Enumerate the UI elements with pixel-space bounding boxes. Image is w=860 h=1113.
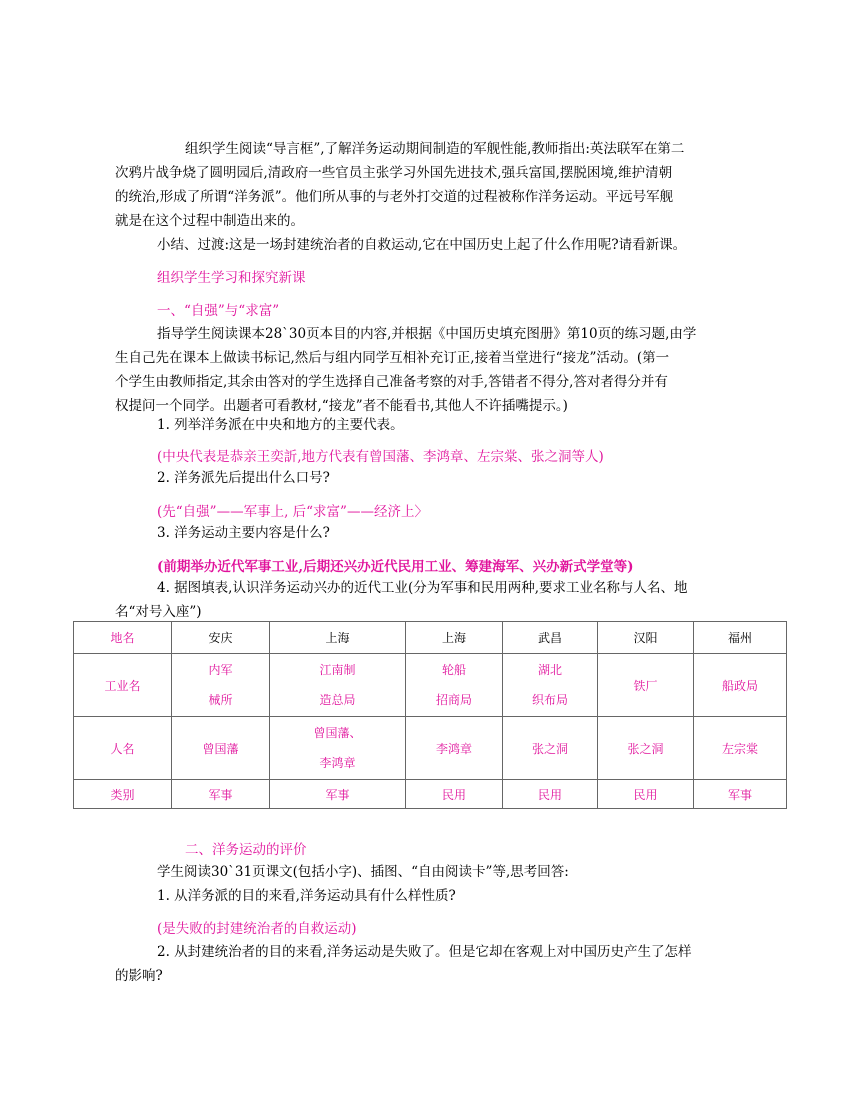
row-label: 人名: [74, 717, 172, 780]
question-4: [115, 576, 688, 624]
cell-line: 湖北: [537, 663, 562, 677]
type-cell: 军事: [694, 780, 787, 809]
question-3: 3. 洋务运动主要内容是什么?: [157, 525, 330, 541]
table-row: [74, 780, 787, 809]
place-cell: 福州: [694, 622, 787, 654]
intro-paragraph: [115, 137, 684, 233]
person-cell: 李鸿章: [406, 717, 503, 780]
industry-cell: 铁厂: [598, 654, 694, 717]
cell-line: 曾国藩、: [313, 726, 362, 740]
cell-line: 内军: [208, 663, 233, 677]
part2-heading: 二、洋务运动的评价: [185, 842, 307, 858]
cell-line: 械所: [208, 693, 233, 707]
cell-line: 织布局: [531, 693, 568, 707]
text-line: 个学生由教师指定,其余由答对的学生选择自己准备考察的对手,答错者不得分,答对者得分并有: [115, 374, 668, 390]
cell-line: 江南制: [319, 663, 356, 677]
industry-cell: [270, 654, 406, 717]
type-cell: 民用: [503, 780, 598, 809]
table-row: [74, 622, 787, 654]
person-cell: 张之洞: [598, 717, 694, 780]
text-line: 的统治,形成了所谓“洋务派”。他们所从事的与老外打交道的过程被称作洋务运动。平远号军舰: [115, 189, 674, 205]
question-5: 1. 从洋务派的目的来看,洋务运动具有什么样性质?: [157, 888, 456, 904]
reading-instruction: 学生阅读30`31页课文(包括小字)、插图、“自由阅读卡”等,思考回答:: [157, 864, 569, 880]
guide-paragraph: [115, 322, 696, 418]
row-label: 类别: [74, 780, 172, 809]
place-cell: 上海: [406, 622, 503, 654]
row-label: 地名: [74, 622, 172, 654]
answer-1: (中央代表是恭亲王奕訢,地方代表有曾国藩、李鸿章、左宗棠、张之洞等人): [157, 449, 604, 465]
industry-cell: [172, 654, 270, 717]
person-cell: 曾国藩: [172, 717, 270, 780]
text-line: 名“对号入座”): [115, 604, 202, 620]
answer-5: (是失败的封建统治者的自救运动): [157, 921, 357, 937]
part1-heading: 一、“自强”与“求富”: [157, 303, 280, 319]
answer-2: (先“自强”——军事上, 后“求富”——经济上〉: [157, 504, 428, 520]
cell-line: 招商局: [435, 693, 472, 707]
answer-3: (前期举办近代军事工业,后期还兴办近代民用工业、筹建海军、兴办新式学堂等): [157, 559, 634, 575]
text-line: 权提问一个同学。出题者可看教材,“接龙”者不能看书,其他人不许插嘴提示。): [115, 398, 568, 414]
person-cell: 张之洞: [503, 717, 598, 780]
type-cell: 民用: [598, 780, 694, 809]
row-label: 工业名: [74, 654, 172, 717]
industry-cell: 船政局: [694, 654, 787, 717]
question-2: 2. 洋务派先后提出什么口号?: [157, 470, 330, 486]
place-cell: 汉阳: [598, 622, 694, 654]
place-cell: 上海: [270, 622, 406, 654]
type-cell: 民用: [406, 780, 503, 809]
cell-line: 李鸿章: [319, 756, 356, 770]
question-1: 1. 列举洋务派在中央和地方的主要代表。: [157, 417, 404, 433]
text-line: 的影响?: [115, 968, 163, 984]
type-cell: 军事: [270, 780, 406, 809]
text-line: 就是在这个过程中制造出来的。: [115, 213, 304, 229]
table-row: [74, 717, 787, 780]
question-6: [115, 940, 691, 988]
industry-cell: [503, 654, 598, 717]
table-row: [74, 654, 787, 717]
text-line: 次鸦片战争烧了圆明园后,清政府一些官员主张学习外国先进技术,强兵富国,摆脱困境,维护清朝: [115, 165, 673, 181]
text-line: 2. 从封建统治者的目的来看,洋务运动是失败了。但是它却在客观上对中国历史产生了怎样: [157, 944, 692, 960]
cell-line: 轮船: [441, 663, 466, 677]
person-cell: [270, 717, 406, 780]
text-line: 4. 据图填表,认识洋务运动兴办的近代工业(分为军事和民用两种,要求工业名称与人名、地: [157, 580, 688, 596]
person-cell: 左宗棠: [694, 717, 787, 780]
place-cell: 安庆: [172, 622, 270, 654]
type-cell: 军事: [172, 780, 270, 809]
industry-table: [73, 621, 787, 809]
text-line: 组织学生阅读“导言框”,了解洋务运动期间制造的军舰性能,教师指出:英法联军在第二: [185, 141, 685, 157]
summary-line: 小结、过渡:这是一场封建统治者的自救运动,它在中国历史上起了什么作用呢?请看新课。: [157, 237, 687, 253]
text-line: 生自己先在课本上做读书标记,然后与组内同学互相补充订正,接着当堂进行“接龙”活动。(第一: [115, 350, 670, 366]
industry-cell: [406, 654, 503, 717]
text-line: 指导学生阅读课本28`30页本目的内容,并根据《中国历史填充图册》第10页的练习题,由学: [157, 326, 697, 342]
section-heading: 组织学生学习和探究新课: [157, 270, 306, 286]
place-cell: 武昌: [503, 622, 598, 654]
cell-line: 造总局: [319, 693, 356, 707]
